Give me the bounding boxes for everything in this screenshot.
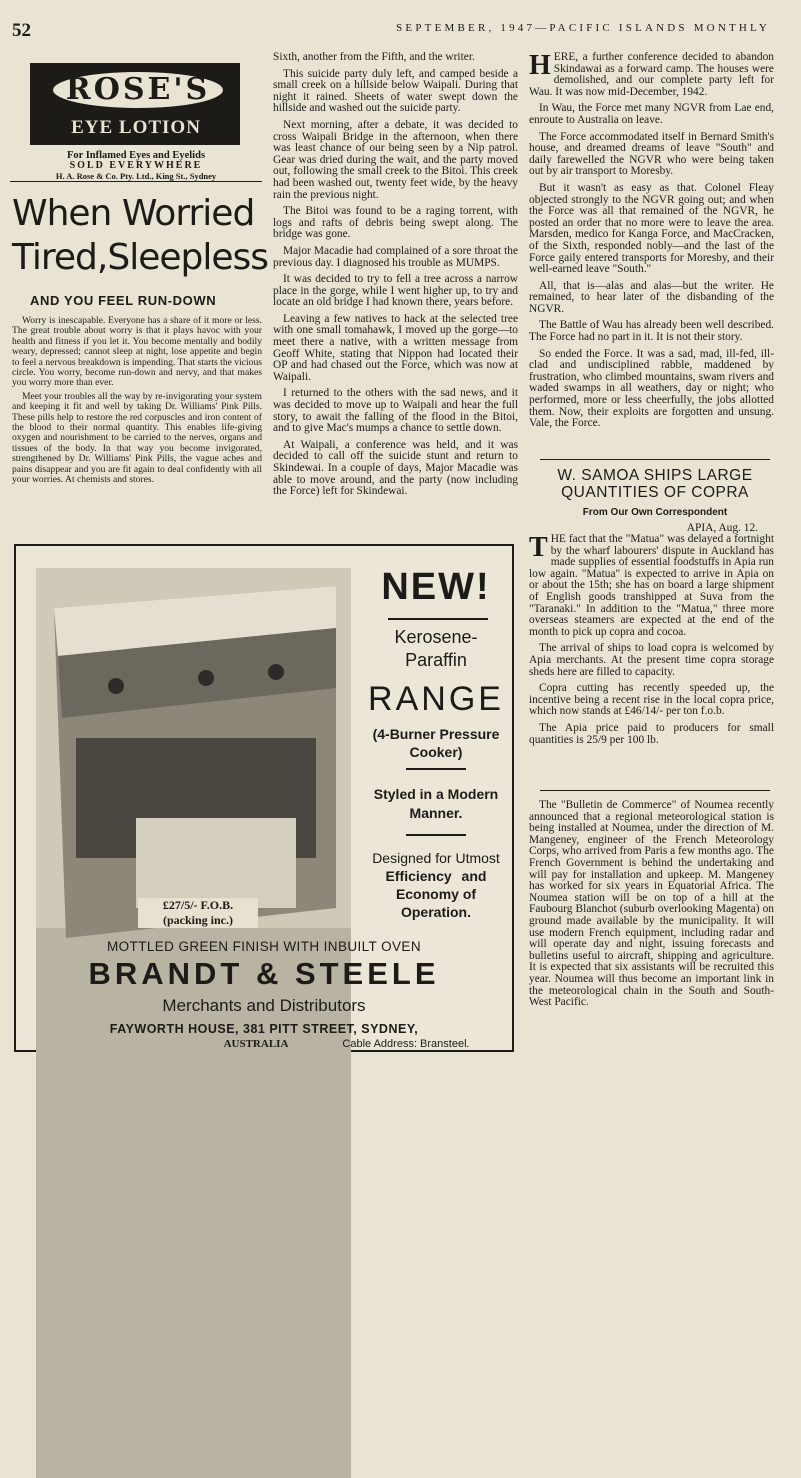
ad-styled-2: Manner. [409, 805, 463, 821]
ad-burner: (4-Burner Pressure [372, 726, 500, 742]
noumea-column [529, 800, 774, 1014]
paragraph-text: ERE, a further conference decided to abandon Skindawai as a forward camp. The houses were demolished, and our complete party left for Wau. It was now mid-December, 1942. [529, 51, 774, 98]
paragraph: Next morning, after a debate, it was decided to cross Waipali Bridge in the afternoon, when there was least chance of our being seen by a Nip patrol. Gear was dried during the wait, and the party moved out, following the small creek to the Bitoi. This creek had been washed out, twenty feet wide, by the heavy rain the previous night. [273, 118, 518, 201]
roses-line2: SOLD EVERYWHERE [69, 160, 203, 171]
brandt-steele-ad [14, 544, 514, 1052]
paragraph: Major Macadie had complained of a sore throat the previous day. I diagnosed his trouble as MUMPS. [273, 244, 518, 269]
paragraph: I returned to the others with the sad news, and it was decided to move up to Waipali and hear the full story, to await the falling of the flood in the Bitoi, and to give Mac's mumps a chance to settle down. [273, 387, 518, 435]
paragraph: But it wasn't as easy as that. Colonel Fleay objected strongly to the NGVR going out; and when the Force was all that remained of the NGVR, he posted an order that no more were to leave the area. Marsden, medico for Kanga Force, and MacCracken, of the Sixth, responded nobly—and the last of the Force gaily entered transports for Moresby, and their well-earned leave "South." [529, 181, 774, 276]
ad-company: BRANDT & STEELE [88, 956, 440, 991]
paragraph: This suicide party duly left, and camped beside a small creek on a hillside below Waipali. During that night it rained. Sheets of water swept down the hillside and washed out the suicide party. [273, 67, 518, 115]
ad-country: AUSTRALIA [223, 1038, 289, 1050]
price-line-2: (packing inc.) [162, 913, 233, 927]
ad-designed-4: Operation. [400, 904, 471, 920]
ad-subhead: AND YOU FEEL RUN-DOWN [30, 293, 217, 308]
running-head: SEPTEMBER, 1947—PACIFIC ISLANDS MONTHLY [396, 22, 770, 34]
paragraph: The "Bulletin de Commerce" of Noumea recently announced that a regional meteorological station is being installed at Noumea, under the direction of M. Mangeney, engineer of the French Meteorology Corps, who arrived from Paris a few months ago. The French Government is behind the undertaking and will pay for installation and upkeep. M. Mangeney has worked for six years in Equatorial Africa. The Noumea station will be on top of a hill at the Faubourg Blanchot (suburb overlooking Magenta) on ground made available by the municipality. It will use modern French equipment, including radar and will operate day and night, issuing forecasts and bulletins useful to aircraft, shipping and agriculture. It is expected that six assistants will be recruited this year. Noumea will thus become an important link in the meteorological chain in the South and South-West Pacific. [529, 799, 774, 1009]
paragraph: The Battle of Wau has already been well described. The Force had no part in it. It is not their story. [529, 319, 774, 344]
ad-paraffin: Paraffin [405, 650, 467, 670]
ad-finish: MOTTLED GREEN FINISH WITH INBUILT OVEN [107, 939, 421, 954]
ad-cable: Cable Address: Bransteel. [342, 1038, 470, 1050]
ad-body [12, 316, 262, 489]
paragraph [529, 52, 774, 98]
dateline: APIA, Aug. 12. [686, 522, 758, 534]
story-column-middle [273, 52, 518, 503]
ad-range: RANGE [368, 680, 504, 718]
divider [388, 618, 488, 620]
divider [406, 768, 466, 770]
paragraph: The arrival of ships to load copra is welcomed by Apia merchants. At the present time copra storage sheds here are filled to capacity. [529, 642, 774, 678]
paragraph: All, that is—alas and alas—but the writer. He remained, to hear later of the disbanding of the NGVR. [529, 279, 774, 315]
headline-line-2: QUANTITIES OF COPRA [561, 484, 749, 501]
ad-para: Meet your troubles all the way by re-invigorating your system and keeping it fit and well by taking Dr. Williams' Pink Pills. These pills help to restore the red corpuscles and iron content of the blood to their normal quantity. This enables life-giving oxygen and nourishment to be carried to the nerves, organs and tissues of the body. In that way you become invigorated, strengthened by Dr. Williams' Pink Pills, the vague aches and pains disappear and you are fit again to deal confidently with all your worries. At chemists and stores. [12, 390, 262, 486]
divider [406, 834, 466, 836]
roses-product: EYE LOTION [71, 117, 201, 138]
headline-line-1: When Worried [12, 193, 255, 234]
paragraph: In Wau, the Force met many NGVR from Lae end, enroute to Australia on leave. [529, 102, 774, 126]
samoa-column [529, 534, 774, 751]
divider [540, 790, 770, 791]
byline: From Our Own Correspondent [582, 507, 728, 518]
divider [540, 459, 770, 460]
samoa-headline [540, 467, 770, 501]
paragraph: The Force accommodated itself in Bernard Smith's house, and dreamed dreams of leave "South" and daily farewelled the NGVR who were being taken out by air transport to Moresby. [529, 130, 774, 178]
paragraph: Sixth, another from the Fifth, and the writer. [273, 51, 475, 63]
ad-price [138, 898, 258, 928]
page-number: 52 [12, 20, 31, 41]
paragraph [529, 534, 774, 638]
roses-eye-lotion-ad [10, 55, 262, 185]
drop-cap: H [529, 50, 551, 81]
ad-new: NEW! [381, 566, 491, 608]
ad-para: Worry is inescapable. Everyone has a share of it more or less. The great trouble about worry is that it plays havoc with your health and fitness if you let it. You become mentally and bodily weary, depressed; cannot sleep at night, lose appetite and begin to feel a nervous breakdown is impending. That starts the vicious circle. You worry, become run-down and nervy, and that makes you worry more than ever. [12, 315, 263, 389]
paragraph: At Waipali, a conference was held, and it was decided to call off the suicide stunt and return to Skindewai. In a couple of days, Major Macadie was able to move around, and the party (now including the Force) left for Skindewai. [273, 438, 518, 498]
paragraph: The Apia price paid to producers for small quantities is 25/9 per 100 lb. [529, 721, 774, 746]
ad-headline [12, 192, 269, 280]
roses-brand: ROSE'S [50, 69, 226, 111]
headline-line-1: W. SAMOA SHIPS LARGE [557, 467, 753, 484]
roses-line3: H. A. Rose & Co. Pty. Ltd., King St., Sydney [10, 171, 262, 182]
paragraph-text: HE fact that the "Matua" was delayed a fortnight by the wharf labourers' dispute in Auckland has made supplies of essential foodstuffs in Apia run low again. "Matua" is expected to arrive in Apia on or about the 15th; she has on board a large shipment of English goods transhipped at Suva from the "Taranaki." In addition to the "Matua," three more overseas steamers are expected at the end of the month to pick up copra and cocoa. [529, 533, 774, 638]
paragraph: The Bitoi was found to be a raging torrent, with logs and rafts of debris being swept along. The bridge was gone. [273, 205, 518, 241]
paragraph: Copra cutting has recently speeded up, the incentive being a recent rise in the local copra price, which now stands at £46/14/- per ton f.o.b. [529, 682, 774, 718]
roses-line1: For Inflamed Eyes and Eyelids [66, 150, 206, 161]
ad-kerosene: Kerosene- [394, 627, 478, 647]
ad-merchants: Merchants and Distributors [162, 996, 366, 1015]
ad-styled-1: Styled in a Modern [373, 786, 499, 802]
paragraph: So ended the Force. It was a sad, mad, ill-fed, ill-clad and undisciplined rabble, maddened by frustration, who climbed mountains, swam rivers and waded swamps in all weathers, day or night; who performed, more or less cheerfully, the jobs allotted them. Now, their exploits are forgotten and unsung. Vale, the Force. [529, 347, 774, 430]
paragraph: Leaving a few natives to hack at the selected tree with one small tomahawk, I moved up the gorge—to meet there a native, with a written message from Geoff White, stating that Nippon had located their OP and had chased out the Force, which was now at Waipali. [273, 312, 518, 383]
ad-cooker: Cooker) [409, 744, 463, 760]
ad-designed-1: Designed for Utmost [372, 850, 500, 866]
ad-designed-2: Efficiency and [385, 868, 487, 884]
headline-line-2: Tired,Sleepless [12, 237, 269, 278]
drop-cap: T [529, 532, 548, 563]
story-column-right [529, 52, 774, 435]
price-line-1: £27/5/- F.O.B. [162, 898, 234, 912]
paragraph: It was decided to try to fell a tree across a narrow place in the gorge, while I went higher up, to try and locate an old bridge I had known there, years before. [273, 273, 518, 309]
ad-designed-3: Economy of [395, 886, 477, 902]
ad-address: FAYWORTH HOUSE, 381 PITT STREET, SYDNEY, [109, 1022, 419, 1036]
